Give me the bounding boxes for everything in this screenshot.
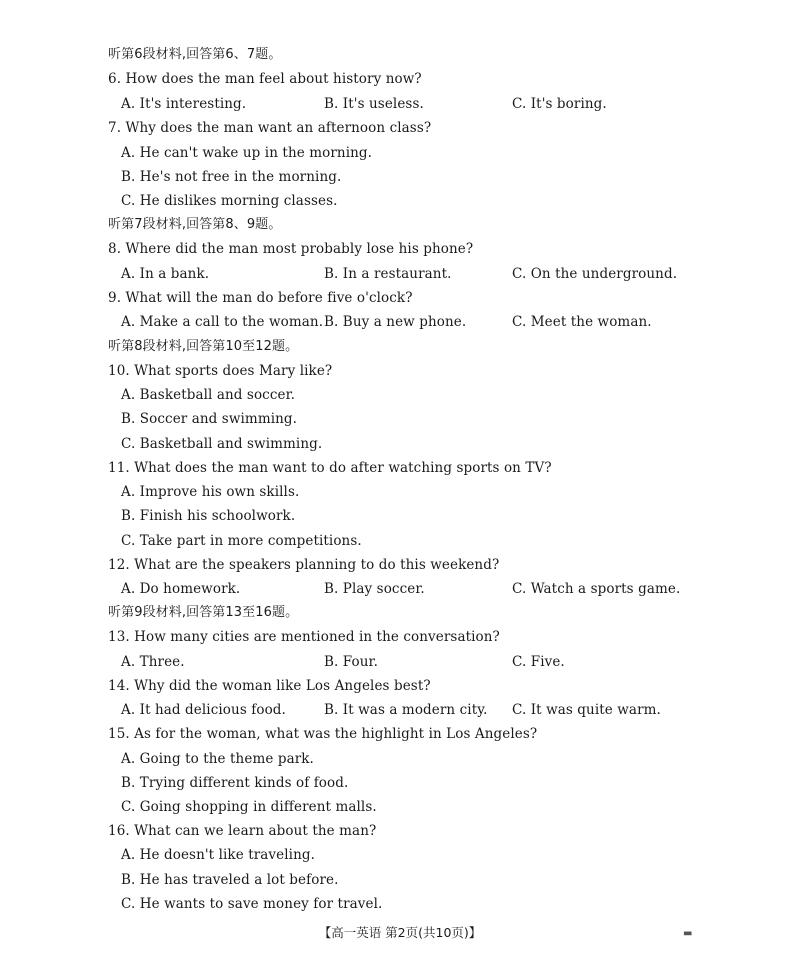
question-15-option-c: C. Going shopping in different malls.	[121, 799, 377, 815]
question-8-option-a: A. In a bank.	[121, 266, 210, 282]
question-15-stem: 15. As for the woman, what was the highlight in Los Angeles?	[108, 726, 538, 742]
question-9-option-c: C. Meet the woman.	[512, 314, 652, 330]
question-16-option-a: A. He doesn't like traveling.	[121, 847, 315, 863]
question-16-option-b: B. He has traveled a lot before.	[121, 872, 339, 888]
question-12-option-c: C. Watch a sports game.	[512, 581, 681, 597]
question-7-option-b: B. He's not free in the morning.	[121, 169, 342, 185]
question-10-option-b: B. Soccer and swimming.	[121, 411, 298, 427]
question-15-option-b: B. Trying different kinds of food.	[121, 775, 349, 791]
question-11-option-b: B. Finish his schoolwork.	[121, 508, 296, 524]
section-heading-9: 听第9段材料,回答第13至16题。	[108, 605, 299, 620]
question-16-stem: 16. What can we learn about the man?	[108, 823, 377, 839]
question-9-stem: 9. What will the man do before five o'clock?	[108, 290, 413, 306]
question-6-stem: 6. How does the man feel about history now?	[108, 71, 422, 87]
question-13-option-c: C. Five.	[512, 654, 565, 670]
question-12-stem: 12. What are the speakers planning to do this weekend?	[108, 557, 500, 573]
question-14-option-b: B. It was a modern city.	[324, 702, 488, 718]
question-13-option-a: A. Three.	[121, 654, 185, 670]
question-9-option-b: B. Buy a new phone.	[324, 314, 467, 330]
question-14-stem: 14. Why did the woman like Los Angeles best?	[108, 678, 431, 694]
question-12-option-b: B. Play soccer.	[324, 581, 425, 597]
question-9-option-a: A. Make a call to the woman.	[121, 314, 324, 330]
question-14-option-c: C. It was quite warm.	[512, 702, 661, 718]
page-footer: 【高一英语 第2页(共10页)】	[318, 925, 482, 940]
question-10-option-a: A. Basketball and soccer.	[121, 387, 296, 403]
question-6-option-a: A. It's interesting.	[121, 96, 247, 112]
corner-mark-icon: ▬	[683, 928, 693, 939]
question-7-option-c: C. He dislikes morning classes.	[121, 193, 338, 209]
question-7-stem: 7. Why does the man want an afternoon class?	[108, 120, 432, 136]
section-heading-6: 听第6段材料,回答第6、7题。	[108, 47, 282, 62]
section-heading-7: 听第7段材料,回答第8、9题。	[108, 217, 282, 232]
section-heading-8: 听第8段材料,回答第10至12题。	[108, 339, 299, 354]
question-11-stem: 11. What does the man want to do after watching sports on TV?	[108, 460, 552, 476]
question-6-option-c: C. It's boring.	[512, 96, 607, 112]
question-8-option-b: B. In a restaurant.	[324, 266, 452, 282]
question-10-stem: 10. What sports does Mary like?	[108, 363, 333, 379]
question-14-option-a: A. It had delicious food.	[121, 702, 286, 718]
question-7-option-a: A. He can't wake up in the morning.	[121, 145, 373, 161]
question-8-stem: 8. Where did the man most probably lose his phone?	[108, 241, 474, 257]
question-11-option-c: C. Take part in more competitions.	[121, 533, 362, 549]
question-12-option-a: A. Do homework.	[121, 581, 241, 597]
question-15-option-a: A. Going to the theme park.	[121, 751, 314, 767]
question-6-option-b: B. It's useless.	[324, 96, 424, 112]
question-16-option-c: C. He wants to save money for travel.	[121, 896, 383, 912]
question-13-stem: 13. How many cities are mentioned in the conversation?	[108, 629, 500, 645]
question-11-option-a: A. Improve his own skills.	[121, 484, 300, 500]
question-10-option-c: C. Basketball and swimming.	[121, 436, 323, 452]
question-13-option-b: B. Four.	[324, 654, 379, 670]
question-8-option-c: C. On the underground.	[512, 266, 678, 282]
